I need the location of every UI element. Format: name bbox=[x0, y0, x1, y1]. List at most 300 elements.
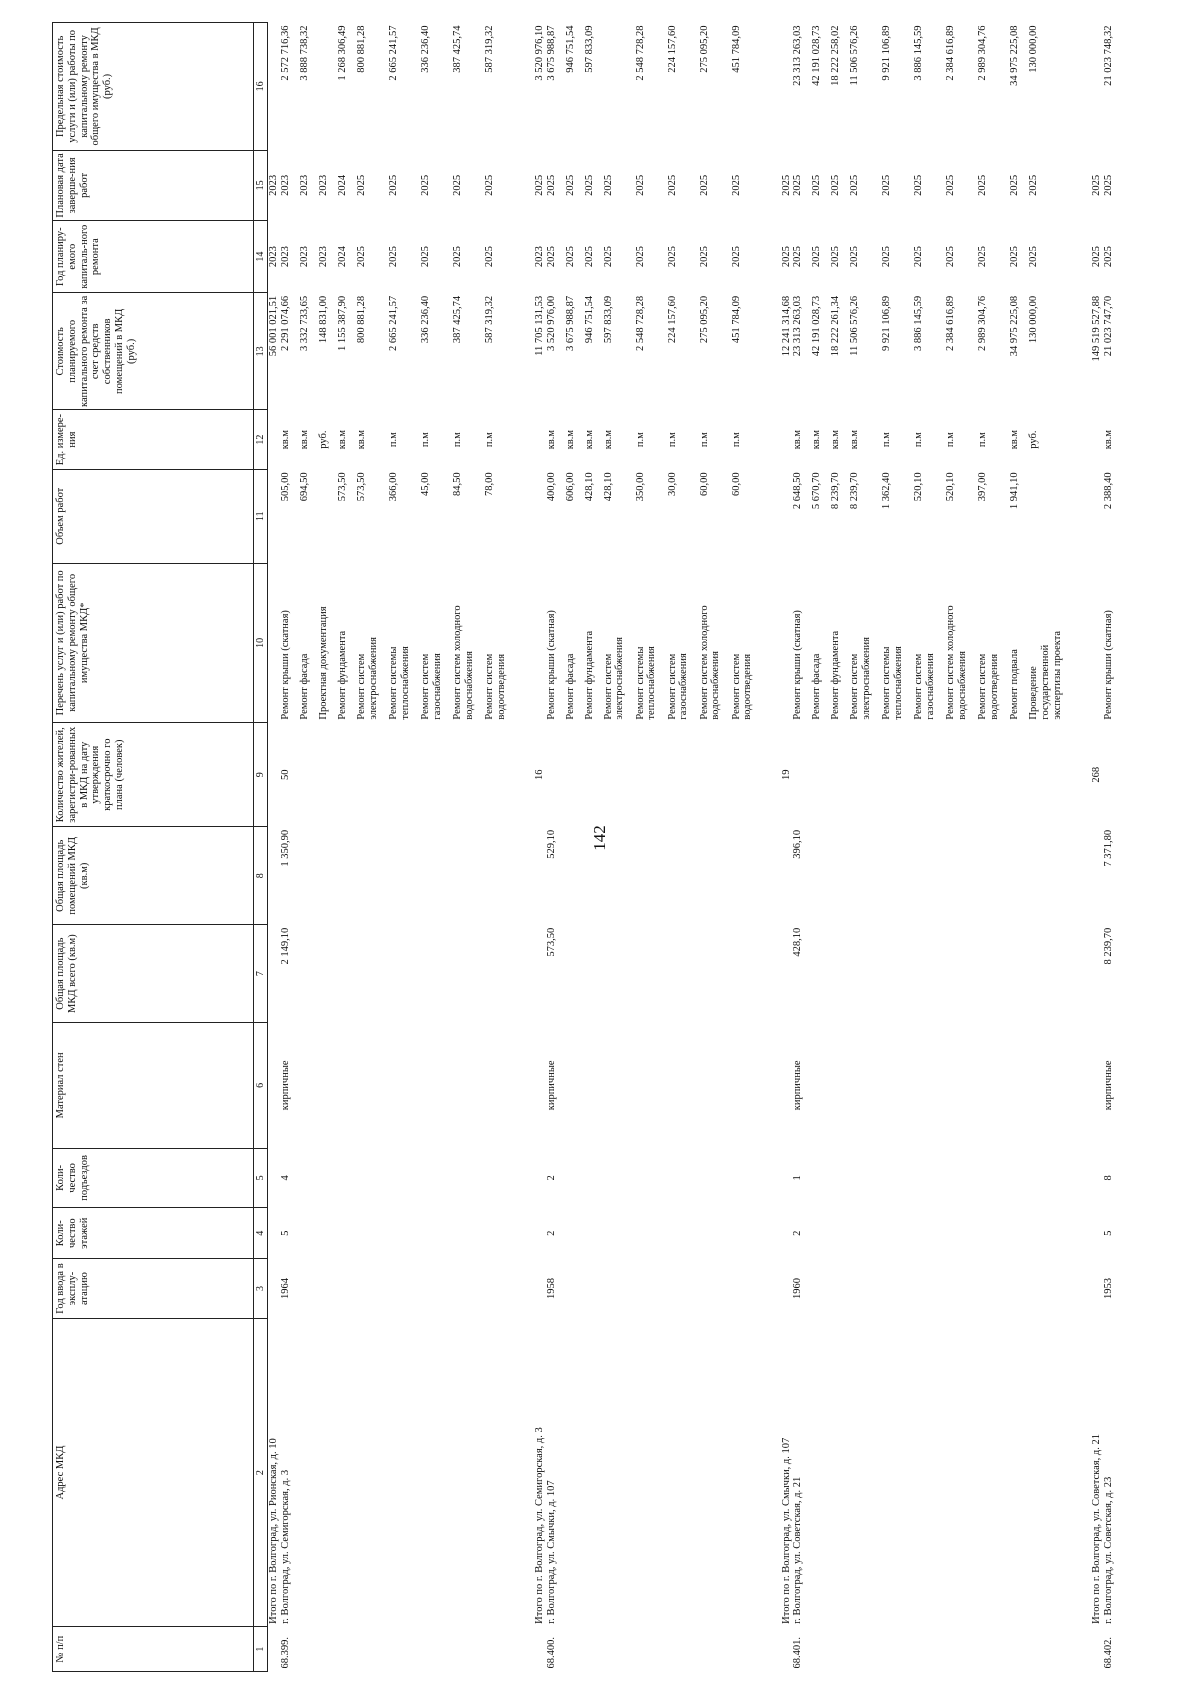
work-name-line: Ремонт системы bbox=[634, 646, 646, 720]
empty-cell bbox=[388, 1627, 420, 1672]
empty-cell bbox=[565, 1259, 584, 1319]
column-number-13: 13 bbox=[254, 293, 268, 410]
work-name bbox=[881, 563, 913, 723]
work-volume bbox=[1028, 469, 1073, 563]
empty-cell bbox=[268, 563, 280, 723]
empty-cell bbox=[603, 1318, 635, 1627]
empty-cell bbox=[1091, 1023, 1103, 1149]
empty-cell bbox=[881, 723, 913, 827]
empty-cell bbox=[849, 1259, 881, 1319]
floors-count: 5 bbox=[1103, 1230, 1115, 1236]
work-plan-date: 2025 bbox=[830, 174, 842, 196]
work-year: 2025 bbox=[355, 246, 367, 268]
total-area: 573,50 bbox=[545, 927, 557, 957]
work-year: 2025 bbox=[913, 246, 925, 268]
column-header-9: Количество жителей, зарегистри-рованных в МКД на дату утверждения краткосрочно го плана (человек) bbox=[53, 723, 254, 827]
work-plan-date: 2025 bbox=[1028, 174, 1040, 196]
work-name-line: водоотведения bbox=[989, 653, 1001, 720]
total-year: 2023 bbox=[533, 246, 545, 268]
house-address: г. Волгоград, ул. Советская, д. 21 bbox=[792, 1476, 804, 1624]
work-name bbox=[584, 563, 603, 723]
work-cost: 2 291 074,66 bbox=[279, 295, 291, 351]
total-plan-date: 2025 bbox=[780, 174, 792, 196]
empty-cell bbox=[603, 1208, 635, 1259]
work-name-line: Проведение bbox=[1028, 666, 1040, 720]
work-name-line: Ремонт систем холодного bbox=[945, 605, 957, 720]
work-name-line: Ремонт системы bbox=[387, 646, 399, 720]
work-limit: 2 989 304,76 bbox=[977, 25, 989, 81]
empty-cell bbox=[318, 827, 337, 925]
work-volume: 30,00 bbox=[666, 472, 678, 497]
column-number-row bbox=[254, 23, 268, 1672]
total-area: 2 149,10 bbox=[279, 927, 291, 965]
work-year: 2025 bbox=[881, 246, 893, 268]
empty-cell bbox=[268, 925, 280, 1023]
work-limit: 18 222 258,02 bbox=[830, 25, 842, 86]
empty-cell bbox=[603, 1627, 635, 1672]
residents-count: 50 bbox=[279, 769, 291, 780]
work-name bbox=[280, 563, 299, 723]
work-name bbox=[830, 563, 849, 723]
work-plan-date: 2025 bbox=[634, 174, 646, 196]
work-volume: 397,00 bbox=[977, 472, 989, 502]
empty-cell bbox=[945, 1148, 977, 1208]
empty-cell bbox=[603, 1259, 635, 1319]
empty-cell bbox=[811, 925, 830, 1023]
empty-cell bbox=[299, 1023, 318, 1149]
work-row bbox=[280, 23, 299, 1672]
work-year: 2025 bbox=[977, 246, 989, 268]
empty-cell bbox=[452, 723, 484, 827]
rooms-area: 529,10 bbox=[545, 829, 557, 859]
empty-cell bbox=[268, 827, 280, 925]
empty-cell bbox=[420, 1023, 452, 1149]
work-unit: п.м bbox=[451, 432, 463, 448]
empty-cell bbox=[420, 723, 452, 827]
work-row bbox=[635, 23, 667, 1672]
total-year: 2025 bbox=[780, 246, 792, 268]
empty-cell bbox=[635, 1148, 667, 1208]
work-name-line: Ремонт систем bbox=[849, 653, 861, 720]
empty-cell bbox=[731, 1208, 763, 1259]
empty-cell bbox=[830, 1148, 849, 1208]
empty-cell bbox=[268, 410, 280, 470]
empty-cell bbox=[420, 827, 452, 925]
residents-count: 16 bbox=[533, 769, 545, 780]
total-area: 428,10 bbox=[792, 927, 804, 957]
empty-cell bbox=[1091, 925, 1103, 1023]
work-plan-date: 2025 bbox=[792, 174, 804, 196]
empty-cell bbox=[1091, 410, 1103, 470]
work-name-line: газоснабжения bbox=[431, 653, 443, 720]
empty-cell bbox=[1028, 827, 1073, 925]
empty-cell bbox=[388, 723, 420, 827]
work-limit: 2 548 728,28 bbox=[634, 25, 646, 81]
total-address: Итого по г. Волгоград, ул. Семигорская, д. 3 bbox=[533, 1427, 545, 1624]
total-limit bbox=[268, 23, 280, 151]
empty-cell bbox=[830, 925, 849, 1023]
column-header-12: Ед. измере-ния bbox=[53, 410, 254, 470]
work-cost: 34 975 225,08 bbox=[1009, 295, 1021, 357]
work-unit: кв.м bbox=[811, 429, 823, 450]
empty-cell bbox=[337, 1148, 356, 1208]
empty-cell bbox=[1028, 1318, 1073, 1627]
empty-cell bbox=[945, 1208, 977, 1259]
work-year: 2024 bbox=[336, 246, 348, 268]
work-row bbox=[299, 23, 318, 1672]
empty-cell bbox=[388, 1023, 420, 1149]
empty-cell bbox=[849, 723, 881, 827]
empty-cell bbox=[977, 1148, 1009, 1208]
work-limit: 3 886 145,59 bbox=[913, 25, 925, 81]
empty-cell bbox=[830, 1259, 849, 1319]
empty-cell bbox=[356, 1259, 388, 1319]
row-number: 68.400. bbox=[545, 1637, 557, 1669]
empty-cell bbox=[811, 1627, 830, 1672]
total-plan-date: 2025 bbox=[1091, 174, 1103, 196]
empty-cell bbox=[849, 827, 881, 925]
work-limit: 34 975 225,08 bbox=[1009, 25, 1021, 86]
empty-cell bbox=[534, 1023, 546, 1149]
empty-cell bbox=[584, 1259, 603, 1319]
work-name-line: Ремонт систем холодного bbox=[698, 605, 710, 720]
empty-cell bbox=[699, 1627, 731, 1672]
empty-cell bbox=[299, 1148, 318, 1208]
work-limit: 11 506 576,26 bbox=[849, 25, 861, 86]
work-plan-date: 2025 bbox=[387, 174, 399, 196]
empty-cell bbox=[420, 925, 452, 1023]
work-name-line: Ремонт систем bbox=[913, 653, 925, 720]
work-name bbox=[356, 563, 388, 723]
work-row bbox=[881, 23, 913, 1672]
work-name-line: Ремонт подвала bbox=[1009, 649, 1021, 720]
work-limit: 2 572 716,36 bbox=[279, 25, 291, 81]
work-unit: кв.м bbox=[298, 429, 310, 450]
work-plan-date: 2025 bbox=[419, 174, 431, 196]
empty-cell bbox=[699, 925, 731, 1023]
work-name bbox=[337, 563, 356, 723]
work-row bbox=[849, 23, 881, 1672]
work-unit: кв.м bbox=[602, 429, 614, 450]
work-name-line: Ремонт фасада bbox=[298, 653, 310, 720]
empty-cell bbox=[830, 1627, 849, 1672]
work-year: 2025 bbox=[811, 246, 823, 268]
column-header-3: Год ввода в эксплу-атацию bbox=[53, 1259, 254, 1319]
column-number-6: 6 bbox=[254, 1023, 268, 1149]
work-row bbox=[792, 23, 811, 1672]
empty-cell bbox=[781, 1259, 793, 1319]
rooms-area: 1 350,90 bbox=[279, 829, 291, 867]
empty-cell bbox=[584, 925, 603, 1023]
total-row bbox=[268, 23, 280, 1672]
empty-cell bbox=[667, 827, 699, 925]
work-limit: 587 319,32 bbox=[483, 25, 495, 73]
work-plan-date: 2025 bbox=[977, 174, 989, 196]
row-number-cell bbox=[268, 1627, 280, 1672]
empty-cell bbox=[830, 1318, 849, 1627]
work-year: 2025 bbox=[564, 246, 576, 268]
work-volume: 2 388,40 bbox=[1103, 472, 1115, 510]
empty-cell bbox=[268, 469, 280, 563]
empty-cell bbox=[565, 1023, 584, 1149]
work-plan-date: 2025 bbox=[849, 174, 861, 196]
empty-cell bbox=[337, 1318, 356, 1627]
empty-cell bbox=[781, 925, 793, 1023]
residents-count bbox=[546, 723, 565, 827]
work-cost: 3 332 733,65 bbox=[298, 295, 310, 351]
work-unit: кв.м bbox=[1103, 429, 1115, 450]
work-cost: 387 425,74 bbox=[451, 295, 463, 344]
empty-cell bbox=[268, 1208, 280, 1259]
empty-cell bbox=[849, 925, 881, 1023]
work-row bbox=[452, 23, 484, 1672]
work-cost: 42 191 028,73 bbox=[811, 295, 823, 357]
work-name bbox=[1009, 563, 1028, 723]
empty-cell bbox=[299, 1208, 318, 1259]
work-plan-date: 2023 bbox=[298, 174, 310, 196]
column-number-8: 8 bbox=[254, 827, 268, 925]
empty-cell bbox=[584, 827, 603, 925]
work-volume: 573,50 bbox=[336, 472, 348, 502]
empty-cell bbox=[913, 1148, 945, 1208]
work-row bbox=[731, 23, 763, 1672]
empty-cell bbox=[268, 1023, 280, 1149]
work-plan-date: 2025 bbox=[881, 174, 893, 196]
empty-cell bbox=[534, 925, 546, 1023]
work-name-line: Ремонт крыши (скатная) bbox=[1103, 610, 1115, 720]
work-unit: кв.м bbox=[279, 429, 291, 450]
empty-cell bbox=[913, 1259, 945, 1319]
work-name bbox=[420, 563, 452, 723]
empty-cell bbox=[667, 1023, 699, 1149]
work-plan-date: 2025 bbox=[730, 174, 742, 196]
empty-cell bbox=[913, 1318, 945, 1627]
work-name-line: водоснабжения bbox=[710, 651, 722, 720]
empty-cell bbox=[318, 1627, 337, 1672]
empty-cell bbox=[977, 1023, 1009, 1149]
empty-cell bbox=[667, 1208, 699, 1259]
work-name-line: Ремонт системы bbox=[881, 646, 893, 720]
column-header-2: Адрес МКД bbox=[53, 1318, 254, 1627]
empty-cell bbox=[1028, 1023, 1073, 1149]
empty-cell bbox=[977, 1318, 1009, 1627]
empty-cell bbox=[830, 723, 849, 827]
work-name-line: Ремонт фундамента bbox=[830, 630, 842, 720]
work-year: 2025 bbox=[1028, 246, 1040, 268]
work-name-line: Ремонт систем bbox=[483, 653, 495, 720]
work-name-line: теплоснабжения bbox=[893, 646, 905, 720]
floors-count: 5 bbox=[279, 1230, 291, 1236]
empty-cell bbox=[388, 1259, 420, 1319]
empty-cell bbox=[913, 1627, 945, 1672]
empty-cell bbox=[667, 1627, 699, 1672]
wall-material: кирпичные bbox=[1103, 1060, 1115, 1111]
empty-cell bbox=[356, 723, 388, 827]
work-volume: 520,10 bbox=[945, 472, 957, 502]
empty-cell bbox=[534, 1259, 546, 1319]
empty-cell bbox=[584, 1023, 603, 1149]
empty-cell bbox=[318, 1148, 337, 1208]
work-year: 2025 bbox=[698, 246, 710, 268]
work-limit: 130 000,00 bbox=[1028, 25, 1040, 73]
empty-cell bbox=[337, 1627, 356, 1672]
work-year: 2025 bbox=[602, 246, 614, 268]
work-row bbox=[977, 23, 1009, 1672]
work-unit: кв.м bbox=[583, 429, 595, 450]
empty-cell bbox=[699, 827, 731, 925]
spacer-cell bbox=[1073, 23, 1091, 1672]
empty-cell bbox=[913, 925, 945, 1023]
spacer-row bbox=[763, 23, 781, 1672]
work-year: 2025 bbox=[849, 246, 861, 268]
work-volume: 84,50 bbox=[451, 472, 463, 497]
work-name-line: водоотведения bbox=[495, 653, 507, 720]
empty-cell bbox=[452, 1259, 484, 1319]
total-limit bbox=[1091, 23, 1103, 151]
work-volume: 8 239,70 bbox=[849, 472, 861, 510]
wall-material: кирпичные bbox=[792, 1060, 804, 1111]
empty-cell bbox=[603, 925, 635, 1023]
empty-cell bbox=[881, 1627, 913, 1672]
spacer-row bbox=[1073, 23, 1091, 1672]
empty-cell bbox=[881, 1208, 913, 1259]
spacer-row bbox=[516, 23, 534, 1672]
empty-cell bbox=[565, 1208, 584, 1259]
empty-cell bbox=[565, 925, 584, 1023]
column-number-2: 2 bbox=[254, 1318, 268, 1627]
empty-cell bbox=[337, 1208, 356, 1259]
work-plan-date: 2025 bbox=[1103, 174, 1115, 196]
empty-cell bbox=[977, 723, 1009, 827]
empty-cell bbox=[945, 1318, 977, 1627]
empty-cell bbox=[849, 1023, 881, 1149]
empty-cell bbox=[1091, 563, 1103, 723]
total-cost: 11 705 131,53 bbox=[533, 295, 545, 356]
work-year: 2025 bbox=[387, 246, 399, 268]
year-built: 1964 bbox=[279, 1278, 291, 1300]
work-name-line: теплоснабжения bbox=[646, 646, 658, 720]
empty-cell bbox=[699, 1318, 731, 1627]
empty-cell bbox=[699, 1148, 731, 1208]
work-name-line: Ремонт фундамента bbox=[583, 630, 595, 720]
empty-cell bbox=[731, 827, 763, 925]
work-cost: 2 384 616,89 bbox=[945, 295, 957, 351]
column-header-8: Общая площадь помещений МКД (кв.м) bbox=[53, 827, 254, 925]
work-volume: 428,10 bbox=[602, 472, 614, 502]
empty-cell bbox=[913, 723, 945, 827]
work-limit: 597 833,09 bbox=[583, 25, 595, 73]
work-name bbox=[484, 563, 516, 723]
empty-cell bbox=[388, 1318, 420, 1627]
residents-count bbox=[268, 723, 280, 827]
column-header-11: Объем работ bbox=[53, 469, 254, 563]
residents-count: 268 bbox=[1091, 766, 1103, 783]
empty-cell bbox=[356, 1023, 388, 1149]
work-limit: 275 095,20 bbox=[698, 25, 710, 73]
work-limit: 800 881,28 bbox=[355, 25, 367, 73]
total-address: Итого по г. Волгоград, ул. Рионская, д. 10 bbox=[268, 1438, 280, 1624]
empty-cell bbox=[731, 1627, 763, 1672]
work-name bbox=[792, 563, 811, 723]
column-header-6: Материал стен bbox=[53, 1023, 254, 1149]
empty-cell bbox=[811, 1148, 830, 1208]
work-row bbox=[830, 23, 849, 1672]
empty-cell bbox=[811, 723, 830, 827]
empty-cell bbox=[484, 827, 516, 925]
work-unit: кв.м bbox=[849, 429, 861, 450]
work-name-line: Ремонт крыши (скатная) bbox=[279, 610, 291, 720]
empty-cell bbox=[584, 1318, 603, 1627]
empty-cell bbox=[299, 1259, 318, 1319]
work-plan-date: 2025 bbox=[945, 174, 957, 196]
work-name bbox=[299, 563, 318, 723]
empty-cell bbox=[635, 723, 667, 827]
empty-cell bbox=[881, 827, 913, 925]
work-year: 2025 bbox=[1103, 246, 1115, 268]
work-unit: кв.м bbox=[545, 429, 557, 450]
empty-cell bbox=[299, 827, 318, 925]
work-year: 2023 bbox=[317, 246, 329, 268]
work-volume: 8 239,70 bbox=[830, 472, 842, 510]
work-plan-date: 2025 bbox=[1009, 174, 1021, 196]
empty-cell bbox=[584, 1148, 603, 1208]
empty-cell bbox=[830, 827, 849, 925]
empty-cell bbox=[484, 1259, 516, 1319]
empty-cell bbox=[388, 1148, 420, 1208]
empty-cell bbox=[268, 1259, 280, 1319]
column-header-16: Предельная стоимость услуги и (или) работы по капитальному ремонту общего имущества в МКД (руб.) bbox=[53, 23, 254, 151]
empty-cell bbox=[731, 925, 763, 1023]
empty-cell bbox=[484, 1023, 516, 1149]
work-name-line: Проектная документация bbox=[317, 606, 329, 720]
work-unit: кв.м bbox=[564, 429, 576, 450]
empty-cell bbox=[318, 925, 337, 1023]
work-name bbox=[977, 563, 1009, 723]
empty-cell bbox=[337, 1023, 356, 1149]
total-address: Итого по г. Волгоград, ул. Советская, д. 21 bbox=[1091, 1434, 1103, 1624]
work-cost: 23 313 263,03 bbox=[792, 295, 804, 357]
empty-cell bbox=[811, 827, 830, 925]
empty-cell bbox=[388, 827, 420, 925]
empty-cell bbox=[1028, 723, 1073, 827]
column-header-1: № п/п bbox=[53, 1627, 254, 1672]
row-number: 68.401. bbox=[792, 1637, 804, 1669]
work-unit: п.м bbox=[387, 432, 399, 448]
empty-cell bbox=[452, 1627, 484, 1672]
year-built: 1958 bbox=[545, 1278, 557, 1300]
empty-cell bbox=[635, 1318, 667, 1627]
work-volume: 573,50 bbox=[355, 472, 367, 502]
empty-cell bbox=[699, 1023, 731, 1149]
work-name bbox=[1103, 563, 1122, 723]
empty-cell bbox=[881, 925, 913, 1023]
empty-cell bbox=[849, 1627, 881, 1672]
work-row bbox=[546, 23, 565, 1672]
empty-cell bbox=[534, 469, 546, 563]
work-plan-date: 2025 bbox=[545, 174, 557, 196]
empty-cell bbox=[945, 1627, 977, 1672]
empty-cell bbox=[452, 1318, 484, 1627]
residents-count bbox=[792, 723, 811, 827]
column-number-15: 15 bbox=[254, 150, 268, 220]
table-body bbox=[268, 23, 1141, 1672]
empty-cell bbox=[584, 1208, 603, 1259]
work-year: 2023 bbox=[298, 246, 310, 268]
work-row bbox=[337, 23, 356, 1672]
work-row bbox=[913, 23, 945, 1672]
empty-cell bbox=[667, 1318, 699, 1627]
empty-cell bbox=[337, 827, 356, 925]
